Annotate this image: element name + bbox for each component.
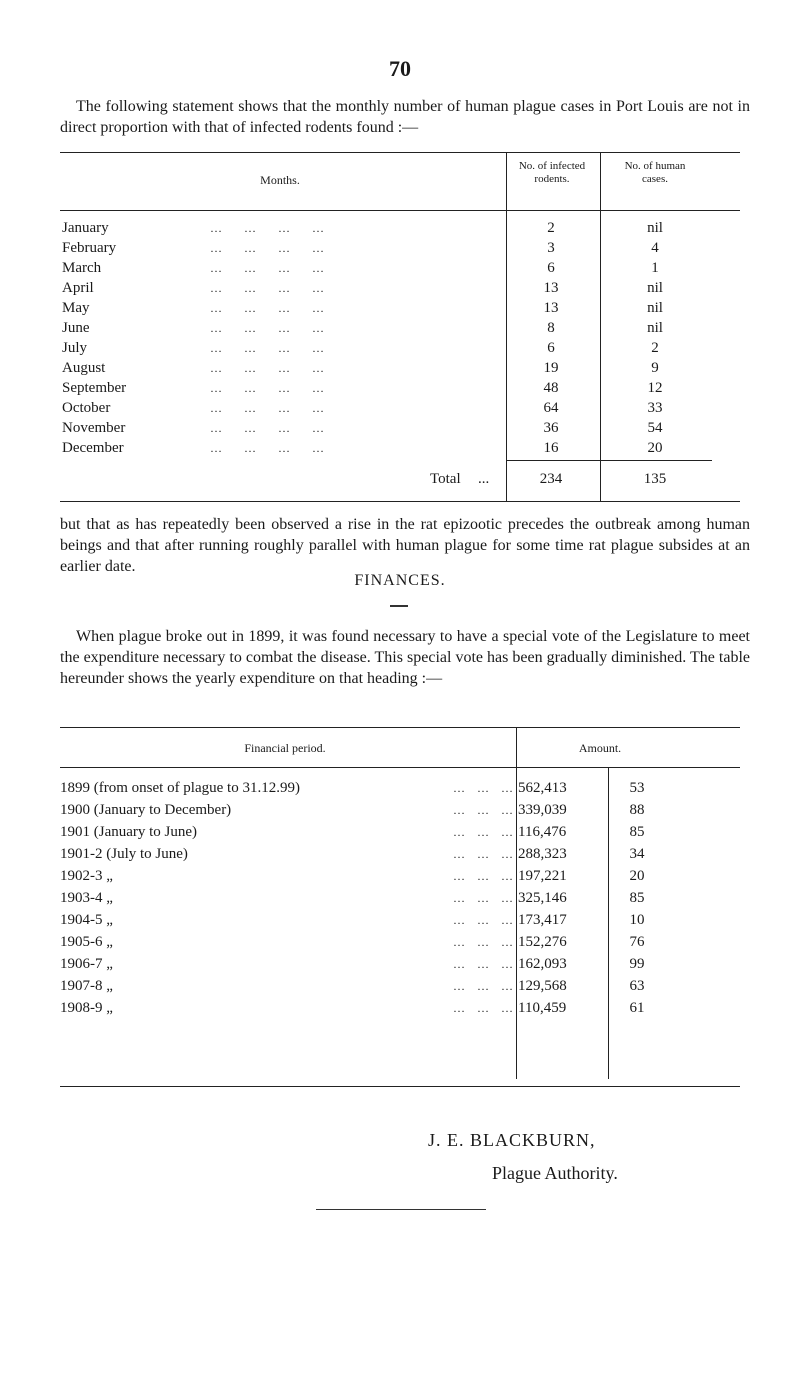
table-row — [60, 359, 740, 377]
leader-dots: … … … … — [210, 241, 326, 255]
table-row — [60, 800, 740, 820]
amount-cents: 61 — [629, 1000, 645, 1016]
financial-period: 1899 (from onset of plague to 31.12.99) — [60, 780, 300, 796]
financial-period: 1902-3 „ — [60, 868, 113, 884]
leader-dots: … … … … — [210, 421, 326, 435]
table-row — [60, 932, 740, 952]
financial-period: 1900 (January to December) — [60, 802, 232, 818]
heading-rule — [390, 605, 408, 607]
financial-period: 1907-8 „ — [60, 978, 113, 994]
total-row — [60, 470, 740, 488]
leader-dots: … … … … — [210, 221, 326, 235]
table-bottom-rule — [60, 1086, 740, 1087]
month-label: August — [62, 360, 106, 376]
infected-rodents-value: 19 — [543, 360, 559, 376]
page-rule — [316, 1209, 486, 1210]
signature-name: J. E. BLACKBURN, — [428, 1130, 596, 1150]
month-label: October — [62, 400, 111, 416]
month-label: June — [62, 320, 90, 336]
amount-rupees: 116,476 — [518, 824, 567, 840]
leader-dots: … … … — [453, 781, 515, 795]
human-cases-value: nil — [647, 220, 663, 236]
amount-rupees: 152,276 — [518, 934, 567, 950]
leader-dots: … … … — [453, 935, 515, 949]
leader-dots: … … … … — [210, 301, 326, 315]
leader-dots: … … … … — [210, 361, 326, 375]
leader-dots: … … … … — [210, 441, 326, 455]
human-cases-value: 1 — [651, 260, 659, 276]
table-row — [60, 910, 740, 930]
financial-period: 1905-6 „ — [60, 934, 113, 950]
amount-cents: 85 — [629, 824, 645, 840]
amount-rupees: 288,323 — [518, 846, 567, 862]
total-label: Total — [430, 471, 461, 487]
table-row — [60, 279, 740, 297]
leader-dots: … … … … — [210, 261, 326, 275]
human-cases-value: 20 — [647, 440, 663, 456]
month-label: December — [62, 440, 124, 456]
month-label: April — [62, 280, 94, 296]
infected-rodents-value: 13 — [543, 300, 559, 316]
month-label: May — [62, 300, 90, 316]
infected-rodents-value: 6 — [547, 340, 555, 356]
table-top-rule — [60, 727, 740, 728]
table-row — [60, 998, 740, 1018]
infected-rodents-value: 64 — [543, 400, 559, 416]
financial-period: 1906-7 „ — [60, 956, 113, 972]
human-cases-value: nil — [647, 300, 663, 316]
financial-period: 1908-9 „ — [60, 1000, 113, 1016]
leader-dots: … … … — [453, 913, 515, 927]
amount-cents: 10 — [629, 912, 645, 928]
human-cases-value: 12 — [647, 380, 663, 396]
page-number: 70 — [389, 56, 411, 81]
financial-period: 1903-4 „ — [60, 890, 113, 906]
financial-period: 1901 (January to June) — [60, 824, 198, 840]
month-label: January — [62, 220, 109, 236]
amount-cents: 53 — [629, 780, 645, 796]
month-label: March — [62, 260, 102, 276]
month-label: November — [62, 420, 126, 436]
infected-rodents-value: 6 — [547, 260, 555, 276]
table-header-rule — [60, 210, 740, 211]
human-cases-value: 9 — [651, 360, 659, 376]
amount-rupees: 339,039 — [518, 802, 567, 818]
amount-rupees: 173,417 — [518, 912, 567, 928]
amount-rupees: 129,568 — [518, 978, 567, 994]
leader-dots: … … … — [453, 891, 515, 905]
table-row — [60, 319, 740, 337]
table-row — [60, 976, 740, 996]
header-months: Months. — [260, 173, 300, 187]
finances-heading: FINANCES. — [354, 572, 446, 589]
total-human: 135 — [643, 471, 667, 487]
leader-dots: … … … — [453, 869, 515, 883]
table-row — [60, 299, 740, 317]
amount-cents: 85 — [629, 890, 645, 906]
table-row — [60, 239, 740, 257]
leader-dots: … … … … — [210, 321, 326, 335]
leader-dots: … … … … — [210, 381, 326, 395]
table-top-rule — [60, 152, 740, 153]
table-row — [60, 954, 740, 974]
amount-cents: 20 — [629, 868, 645, 884]
finance-table — [60, 727, 740, 1087]
financial-period: 1904-5 „ — [60, 912, 113, 928]
leader-dots: … … … — [453, 825, 515, 839]
amount-rupees: 110,459 — [518, 1000, 567, 1016]
table-row — [60, 778, 740, 798]
table-header-rule — [60, 767, 740, 768]
table-row — [60, 219, 740, 237]
amount-cents: 63 — [629, 978, 645, 994]
table-row — [60, 259, 740, 277]
finances-paragraph: When plague broke out in 1899, it was found necessary to have a special vote of the Legislature to meet the expenditure necessary to combat the disease. This special vote has been gradually diminished. The table hereunder shows the yearly expenditure on that heading :— — [60, 628, 750, 687]
plague-table — [60, 152, 740, 502]
leader-dots: … … … … — [210, 401, 326, 415]
amount-rupees: 325,146 — [518, 890, 567, 906]
month-label: September — [62, 380, 127, 396]
amount-cents: 76 — [629, 934, 645, 950]
table-row — [60, 844, 740, 864]
leader-dots: … … … … — [210, 281, 326, 295]
table-row — [60, 888, 740, 908]
human-cases-value: 2 — [651, 340, 659, 356]
header-human-cases: No. of human cases. — [624, 160, 686, 185]
human-cases-value: nil — [647, 320, 663, 336]
header-infected-rodents: No. of infected rodents. — [518, 160, 586, 185]
amount-rupees: 562,413 — [518, 780, 567, 796]
infected-rodents-value: 36 — [543, 420, 559, 436]
human-cases-value: 4 — [651, 240, 659, 256]
table-row — [60, 822, 740, 842]
infected-rodents-value: 13 — [543, 280, 559, 296]
amount-rupees: 162,093 — [518, 956, 567, 972]
total-rule — [506, 460, 712, 461]
signature-title: Plague Authority. — [492, 1163, 618, 1183]
table-row — [60, 399, 740, 417]
amount-cents: 99 — [629, 956, 645, 972]
table-bottom-rule — [60, 501, 740, 502]
leader-dots: … … … — [453, 803, 515, 817]
table-row — [60, 379, 740, 397]
header-amount: Amount. — [578, 741, 622, 755]
human-cases-value: 54 — [647, 420, 663, 436]
amount-rupees: 197,221 — [518, 868, 567, 884]
amount-cents: 88 — [629, 802, 645, 818]
leader-dots: … … … — [453, 1001, 515, 1015]
infected-rodents-value: 3 — [547, 240, 555, 256]
leader-dots: … … … — [453, 957, 515, 971]
financial-period: 1901-2 (July to June) — [60, 846, 188, 862]
infected-rodents-value: 8 — [547, 320, 555, 336]
infected-rodents-value: 16 — [543, 440, 559, 456]
month-label: February — [62, 240, 117, 256]
amount-cents: 34 — [629, 846, 645, 862]
total-dots: ... — [478, 471, 490, 487]
infected-rodents-value: 2 — [547, 220, 555, 236]
leader-dots: … … … … — [210, 341, 326, 355]
leader-dots: … … … — [453, 847, 515, 861]
total-rodents: 234 — [539, 471, 563, 487]
table-row — [60, 866, 740, 886]
table-row — [60, 339, 740, 357]
table-row — [60, 419, 740, 437]
after-table-paragraph: but that as has repeatedly been observed a rise in the rat epizootic precedes the outbreak among human beings and that after running roughly parallel with human plague for some time rat plague subsides at an earlier date. — [60, 516, 750, 575]
leader-dots: … … … — [453, 979, 515, 993]
intro-paragraph: The following statement shows that the monthly number of human plague cases in Port Louis are not in direct proportion with that of infected rodents found :— — [60, 98, 750, 136]
human-cases-value: 33 — [647, 400, 663, 416]
header-financial-period: Financial period. — [244, 741, 326, 755]
table-row — [60, 439, 740, 457]
human-cases-value: nil — [647, 280, 663, 296]
infected-rodents-value: 48 — [543, 380, 559, 396]
month-label: July — [62, 340, 88, 356]
